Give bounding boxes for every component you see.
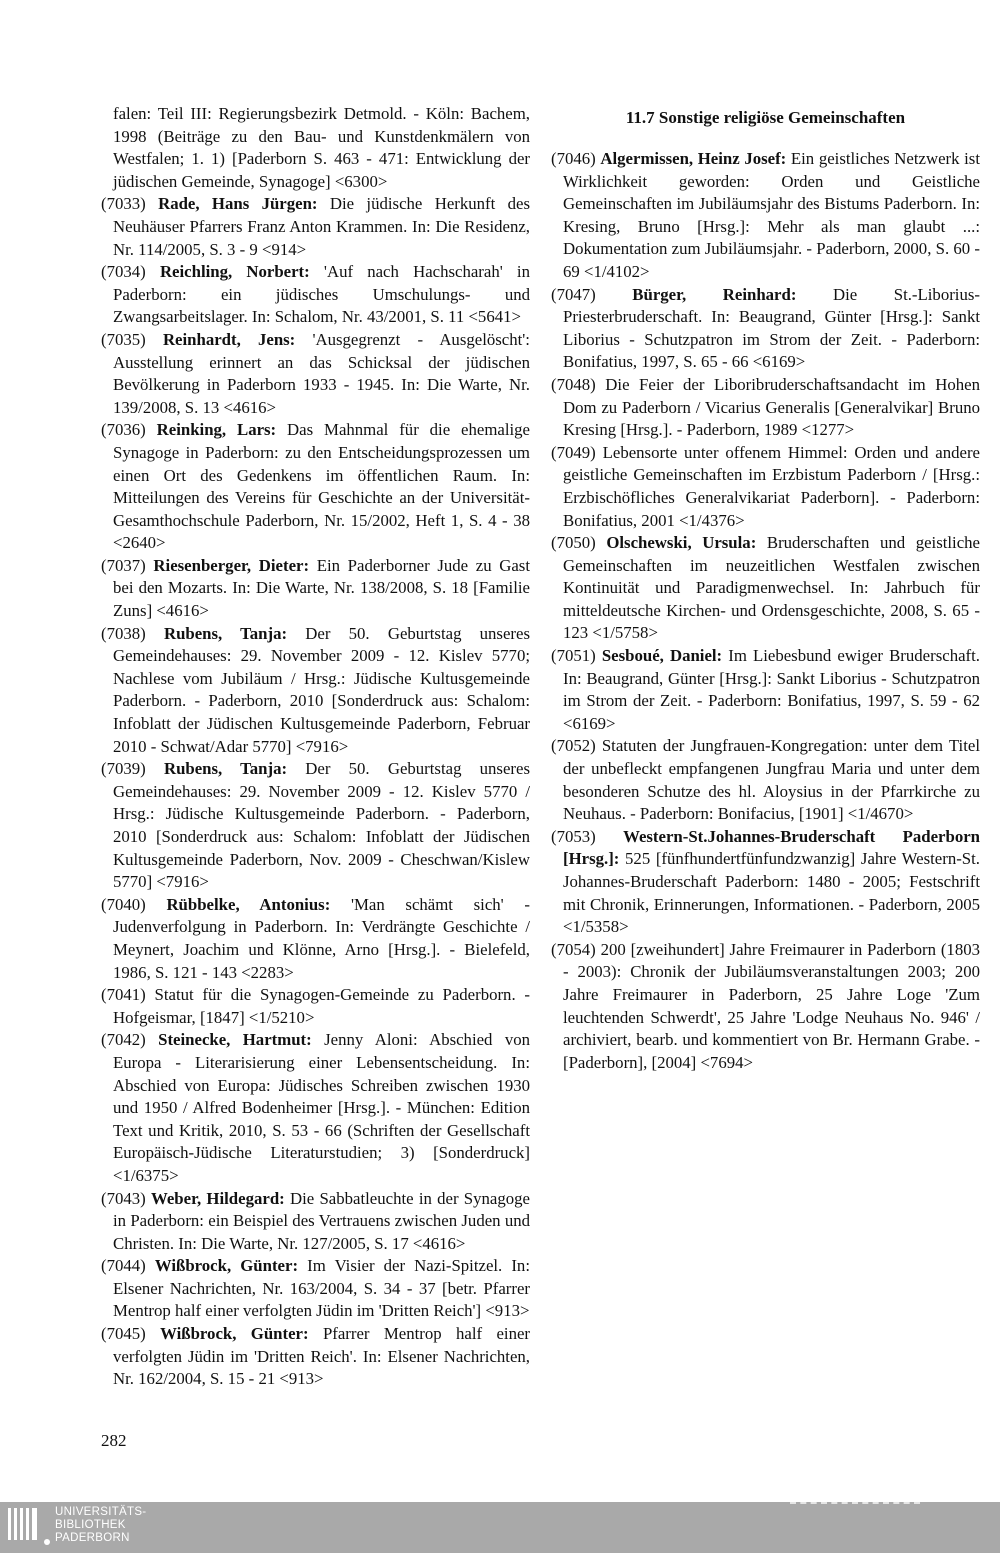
entry-text: 'Auf nach Hachscharah' in Paderborn: ein jüdisches Umschulungs- und Zwangsarbeitslager. In: Schalom, Nr. 43/2001, S. 11 <5641> [113,262,530,327]
entry-author: Steinecke, Hartmut: [158,1030,312,1050]
entry-author: Weber, Hildegard: [151,1188,285,1208]
entry-text: Im Visier der Nazi-Spitzel. In: Elsener Nachrichten, Nr. 163/2004, S. 34 - 37 [betr. Pfarrer Mentrop half einer verfolgten Jüdin im 'Dritten Reich'] <913> [113,1256,530,1321]
entry-number: (7053) [551,826,596,846]
bibliography-entry [551,532,980,645]
entry-author: Wißbrock, Günter: [160,1324,309,1344]
entry-author: Rade, Hans Jürgen: [158,194,318,214]
bibliography-entry [551,939,980,1075]
entry-text: Lebensorte unter offenem Himmel: Orden und andere geistliche Gemeinschaften im Erzbistum Paderborn / [Hrsg.: Erzbischöfliches Generalvikariat Paderborn]. - Paderborn: Bonifatius, 2001 <1/4376> [563,442,980,530]
bibliography-entry [551,148,980,284]
entry-author: Reinhardt, Jens: [162,329,296,349]
bibliography-entry [551,826,980,939]
entry-text: Pfarrer Mentrop half einer verfolgten Jüdin im 'Dritten Reich'. In: Elsener Nachrichten, Nr. 162/2004, S. 15 - 21 <913> [113,1324,530,1389]
entry-text: Das Mahnmal für die ehemalige Synagoge in Paderborn: zu den Entscheidungsprozessen um einen Ort des Gedenkens im öffentlichen Raum. In: Mitteilungen des Vereins für Geschichte an der Universität-Gesamthochschule Paderborn, Nr. 15/2002, Heft 1, S. 4 - 38 <2640> [113,420,531,553]
entry-text: Die St.-Liborius-Priesterbruderschaft. In: Beaugrand, Günter [Hrsg.]: Sankt Liborius - Schutzpatron im Strom der Zeit. - Paderborn: Bonifatius, 1997, S. 65 - 66 <6169> [563,284,980,372]
library-name-line3: PADERBORN [55,1532,130,1544]
bibliography-entry [101,103,530,193]
entry-text: Im Liebesbund ewiger Bruderschaft. In: Beaugrand, Günter [Hrsg.]: Sankt Liborius - Schutzpatron im Strom der Zeit. - Paderborn: Bonifatius, 1997, S. 59 - 62 <6169> [563,646,980,733]
entry-text: Statut für die Synagogen-Gemeinde zu Paderborn. - Hofgeismar, [1847] <1/5210> [113,985,530,1027]
bibliography-entry [101,1188,530,1256]
bibliography-entry [101,1255,530,1323]
bibliography-entry [551,442,980,532]
entry-number: (7049) [551,442,596,462]
entry-number: (7037) [101,555,146,575]
right-entries [551,148,980,1074]
bibliography-entry [551,735,980,825]
bibliography-entry [101,419,530,555]
entry-text: falen: Teil III: Regierungsbezirk Detmold. - Köln: Bachem, 1998 (Beiträge zu den Bau- und Kunstdenkmälern von Westfalen; 1. 1) [Paderborn S. 463 - 471: Entwicklung der jüdischen Gemeinde, Synagoge] <6300> [113,104,530,191]
bibliography-entry [101,984,530,1029]
entry-author: Reinking, Lars: [156,420,277,440]
bibliography-entry [101,1323,530,1391]
entry-number: (7052) [551,736,596,756]
library-name-line2: BIBLIOTHEK [55,1519,126,1531]
entry-number: (7033) [101,194,146,214]
section-title: 11.7 Sonstige religiöse Gemeinschaften [625,108,906,127]
entry-text: Statuten der Jungfrauen-Kongregation: unter dem Titel der unbefleckt empfangenen Jungfrau Maria und unter dem besonderen Schutze des hl. Aloysius in der Pfarrkirche zu Neuhaus. - Paderborn: Bonifacius, [1901] <1/4670> [563,736,980,824]
entry-author: Wißbrock, Günter: [154,1256,299,1276]
library-bars-icon [6,1506,50,1546]
entry-author: Olschewski, Ursula: [606,533,757,553]
entry-text: Der 50. Geburtstag unseres Gemeindehauses: 29. November 2009 - 12. Kislev 5770; Nachlese vom Jubiläum / Hrsg.: Jüdische Kultusgemeinde Paderborn. - Paderborn, 2010 [Sonderdruck aus: Schalom: Infoblatt der Jüdischen Kultusgemeinde Paderborn, Februar 2010 - Schwat/Adar 5770] <7916> [113,623,530,756]
entry-number: (7039) [101,759,146,779]
bibliography-entry [101,1029,530,1187]
entry-text: Die Sabbatleuchte in der Synagoge in Paderborn: ein Beispiel des Vertrauens zwischen Juden und Christen. In: Die Warte, Nr. 127/2005, S. 17 <4616> [113,1188,530,1253]
entry-text: 'Man schämt sich' - Judenverfolgung in Paderborn. In: Verdrängte Geschichte / Meynert, Joachim und Klönne, Arno [Hrsg.]. - Bielefeld, 1986, S. 121 - 143 <2283> [113,894,530,982]
entry-number: (7040) [101,894,146,914]
entry-text: Die Feier der Liboribruderschaftsandacht im Hohen Dom zu Paderborn / Vicarius Generalis [Generalvikar] Bruno Kresing [Hrsg.]. - Paderborn, 1989 <1277> [563,374,980,440]
bibliography-entry [101,555,530,623]
entry-author: Reichling, Norbert: [159,262,310,282]
entry-author: Western-St.Johannes-Bruderschaft Paderborn [Hrsg.]: [563,826,980,869]
bibliography-entry [101,261,530,329]
entry-number: (7041) [101,985,146,1005]
scan-artifact [790,1502,920,1506]
page-number: 282 [101,1431,127,1450]
bibliography-entry [101,329,530,419]
bibliography-entry [101,758,530,894]
library-name-line1: UNIVERSITÄTS- [55,1506,147,1518]
entry-text: Bruderschaften und geistliche Gemeinschaften im neuzeitlichen Westfalen zwischen Kontinuität und Paradigmenwechsel. In: Jahrbuch für mitteldeutsche Kirchen- und Ordensgeschichte, 2008, S. 65 - 123 <1/5758> [563,533,980,643]
entry-number: (7036) [101,420,146,440]
entry-text: 200 [zweihundert] Jahre Freimaurer in Paderborn (1803 - 2003): Chronik der Jubiläumsveranstaltungen 2003; 200 Jahre Freimaurer in Paderborn, 25 Jahre Loge 'Zum leuchtenden Schwerdt', 25 Jahre 'Lodge Neuhaus No. 946' / archiviert, bearb. und kommentiert von Br. Hermann Grabe. - [Paderborn], [2004] <7694> [563,939,980,1072]
entry-number: (7044) [101,1256,146,1276]
entry-text: Die jüdische Herkunft des Neuhäuser Pfarrers Franz Anton Krammen. In: Die Residenz, Nr. 114/2005, S. 3 - 9 <914> [113,194,530,259]
entry-text: Jenny Aloni: Abschied von Europa - Literarisierung einer Lebensentscheidung. In: Abschied von Europa: Jüdisches Schreiben zwischen 1930 und 1950 / Alfred Bodenheimer [Hrsg.]. - München: Edition Text und Kritik, 2010, S. 53 - 66 (Schriften der Gesellschaft Europäisch-Jüdische Literaturstudien; 3) [Sonderdruck] <1/6375> [113,1030,531,1185]
entry-number: (7054) [551,939,596,959]
entry-text: 525 [fünfhundertfünfundzwanzig] Jahre Western-St. Johannes-Bruderschaft Paderborn: 1480 - 2005; Festschrift mit Chronik, Erinnerungen, Informationen. - Paderborn, 2005 <1/5358> [563,849,980,937]
entry-number: (7045) [101,1324,146,1344]
entry-number: (7043) [101,1188,146,1208]
entry-number: (7047) [551,284,596,304]
library-footer [0,1502,1000,1553]
entry-number: (7048) [551,374,596,394]
entry-number: (7034) [101,262,146,282]
bibliography-entry [101,193,530,261]
entry-text: 'Ausgegrenzt - Ausgelöscht': Ausstellung erinnert an das Schicksal der jüdischen Bevölkerung in Paderborn 1933 - 1945. In: Die Warte, Nr. 139/2008, S. 13 <4616> [113,329,530,417]
left-column [101,103,530,1391]
entry-number: (7046) [551,149,596,168]
entry-number: (7042) [101,1030,146,1050]
bibliography-entry [101,623,530,759]
entry-author: Sesboué, Daniel: [601,646,723,666]
entry-text: Ein geistliches Netzwerk ist Wirklichkeit geworden: Orden und Geistliche Gemeinschaften im Jubiläumsjahr des Bistums Paderborn. In: Kresing, Bruno [Hrsg.]: Mehr als man glaubt ...: Dokumentation zum Jubiläumsjahr. - Paderborn, 2000, S. 60 - 69 <1/4102> [563,149,980,281]
entry-author: Bürger, Reinhard: [632,284,797,304]
entry-number: (7038) [101,623,146,643]
bibliography-entry [551,284,980,374]
bibliography-entry [551,374,980,442]
right-column [551,103,980,1074]
entry-author: Rübbelke, Antonius: [166,894,331,914]
entry-author: Rubens, Tanja: [163,623,288,643]
bibliography-entry [551,645,980,735]
entry-number: (7050) [551,533,596,553]
entry-number: (7035) [101,329,146,349]
bibliography-entry [101,894,530,984]
entry-text: Der 50. Geburtstag unseres Gemeindehauses: 29. November 2009 - 12. Kislev 5770 / Hrsg.: Jüdische Kultusgemeinde Paderborn. - Paderborn, 2010 [Sonderdruck aus: Schalom: Infoblatt der Jüdischen Kultusgemeinde Paderborn, Nov. 2009 - Cheschwan/Kislew 5770] <7916> [113,759,530,892]
entry-number: (7051) [551,646,596,666]
entry-author: Rubens, Tanja: [163,759,288,779]
entry-author: Riesenberger, Dieter: [153,555,310,575]
entry-text: Ein Paderborner Jude zu Gast bei den Mozarts. In: Die Warte, Nr. 138/2008, S. 18 [Familie Zuns] <4616> [113,555,530,621]
library-name [55,1506,146,1545]
entry-author: Algermissen, Heinz Josef: [600,149,787,168]
